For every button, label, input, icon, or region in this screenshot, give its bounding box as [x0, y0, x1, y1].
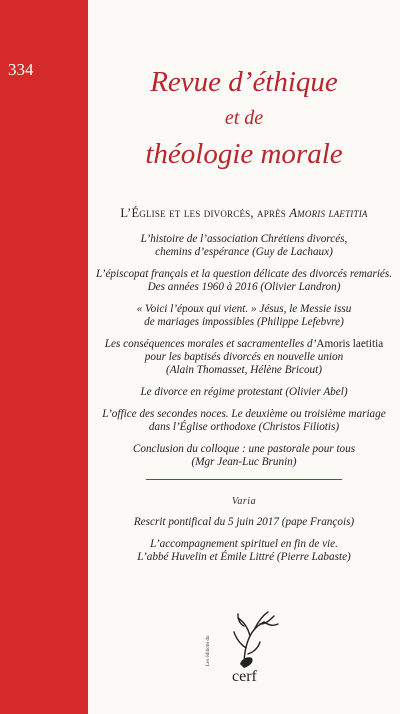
issue-number: 334 [8, 60, 34, 79]
article-4-line-2: pour les baptisés divorcés en nouvelle union [144, 351, 344, 363]
varia-item-2-line-2: L’abbé Huvelin et Émile Littré (Pierre Labaste) [137, 551, 351, 563]
publisher-logo [204, 608, 294, 688]
article-3 [92, 303, 396, 329]
section-divider [146, 479, 342, 480]
title-line-3: théologie morale [145, 138, 343, 170]
varia-item-2-line-1: L’accompagnement spirituel en fin de vie. [150, 538, 338, 550]
article-7-line-1: Conclusion du colloque : une pastorale pour tous [132, 443, 356, 455]
article-4-line-1-post: laetitia [349, 338, 384, 350]
table-of-contents [92, 200, 396, 573]
varia-item-1-line-1: Rescrit pontifical du 5 juin 2017 (pape François) [133, 516, 355, 528]
article-6 [92, 408, 396, 434]
article-4 [92, 338, 396, 377]
article-6-line-1: L’office des secondes noces. Le deuxième ou troisième mariage [102, 408, 386, 420]
article-2 [92, 268, 396, 294]
article-1-line-2: chemins d’espérance (Guy de Lachaux) [155, 246, 333, 258]
theme-title-italic: Amoris laetitia [289, 206, 368, 220]
red-band [0, 0, 88, 714]
article-3-line-1: « Voici l’époux qui vient. » Jésus, le Messie issu [136, 303, 352, 315]
article-4-line-3: (Alain Thomasset, Hélène Bricout) [166, 364, 322, 376]
theme-title-main: L’Église et les divorcés, après [120, 206, 290, 220]
article-4-line-1-pre: Les conséquences morales et sacramentelles d’ [104, 338, 317, 350]
article-7-line-2: (Mgr Jean-Luc Brunin) [191, 456, 297, 468]
article-4-line-1 [92, 338, 396, 351]
title-line-2: et de [224, 107, 264, 129]
title-line-1: Revue d’éthique [150, 66, 338, 98]
article-5-line-1: Le divorce en régime protestant (Olivier Abel) [140, 386, 348, 398]
article-7 [92, 443, 396, 469]
publisher-small-text: Les éditions du [206, 635, 211, 666]
stag-icon [204, 608, 294, 672]
article-6-line-2: dans l’Église orthodoxe (Christos Filiotis) [148, 421, 340, 433]
article-1 [92, 233, 396, 259]
varia-item-1 [92, 516, 396, 529]
varia-item-2 [92, 538, 396, 564]
article-5 [92, 386, 396, 399]
article-2-line-2: Des années 1960 à 2016 (Olivier Landron) [147, 281, 341, 293]
article-3-line-2: de mariages impossibles (Philippe Lefebvre) [144, 316, 344, 328]
theme-title [92, 206, 396, 221]
publisher-name: cerf [232, 668, 257, 685]
article-4-line-1-upright: Amoris [316, 338, 350, 350]
article-1-line-1: L’histoire de l’association Chrétiens divorcés, [140, 233, 348, 245]
varia-heading: Varia [231, 496, 257, 507]
article-2-line-1: L’épiscopat français et la question délicate des divorcés remariés. [95, 268, 393, 280]
